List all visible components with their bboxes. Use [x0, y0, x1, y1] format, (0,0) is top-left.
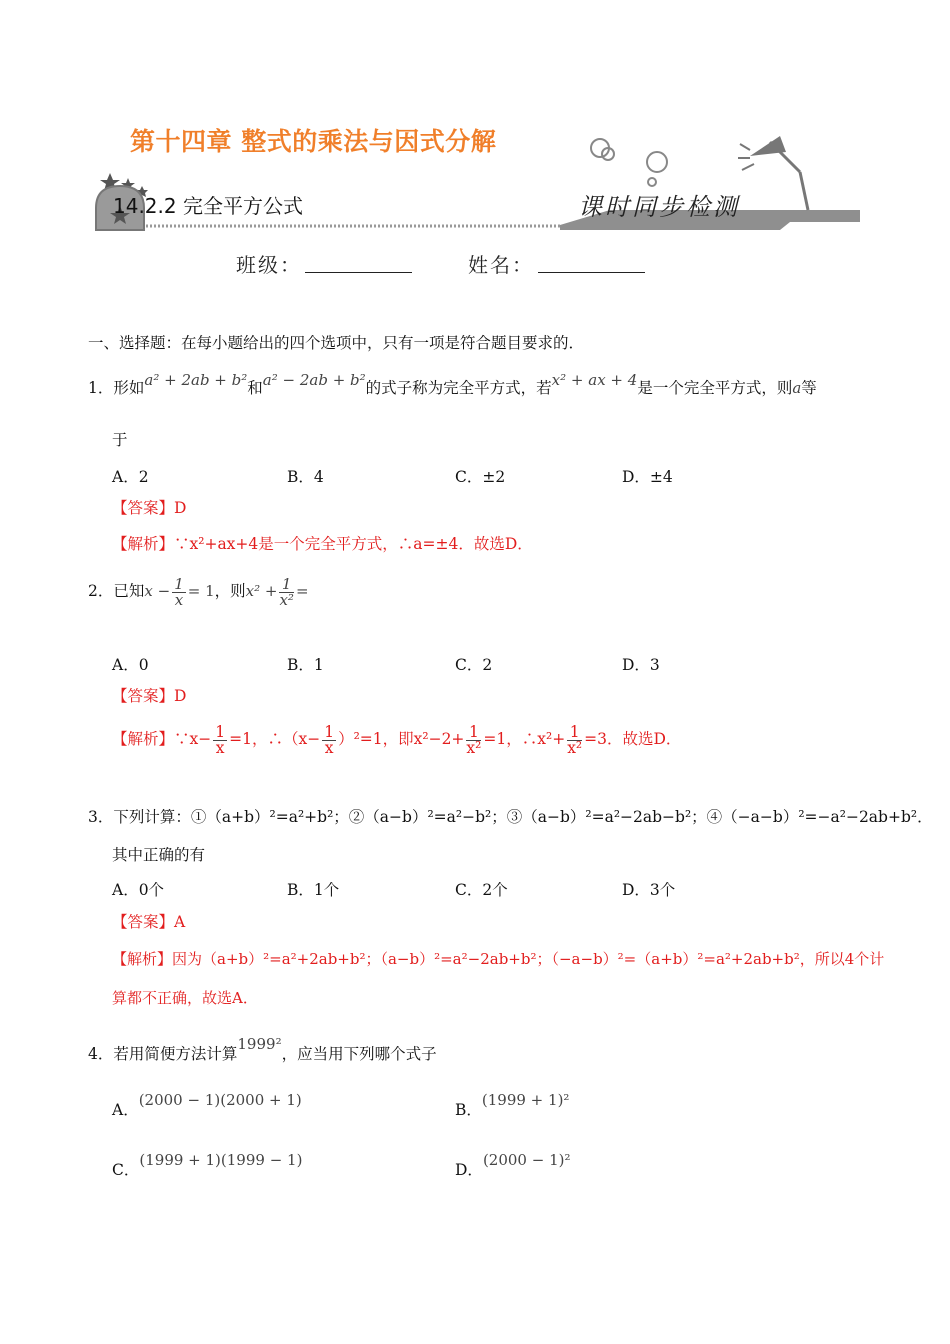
instructions: 一、选择题：在每小题给出的四个选项中，只有一项是符合题目要求的．: [88, 334, 585, 352]
fraction: $\frac{1}{\text{x²}}$: [567, 722, 583, 757]
fraction: $\frac{1}{x}$: [324, 722, 335, 757]
option-a[interactable]: A．2: [112, 468, 149, 486]
section-title: 14.2.2 完全平方公式: [113, 194, 303, 218]
question-number: 1．: [88, 379, 114, 397]
question-3: 3．下列计算：①（a+b）²=a²+b²；②（a−b）²=a²−b²；③（a−b）²=a²−2ab−b²；④（−a−b）²=−a²−2ab+b²．: [88, 808, 933, 826]
bubble-icon: [648, 178, 656, 186]
desk-lamp-icon: [738, 136, 808, 210]
answer: 【答案】D: [112, 499, 187, 517]
banner-label: 课时同步检测: [578, 193, 740, 221]
question-4: 4．若用简便方法计算1999²，应当用下列哪个式子: [88, 1035, 437, 1063]
question-3-continued: 其中正确的有: [112, 846, 206, 864]
question-number: 4．: [88, 1045, 114, 1063]
option-a[interactable]: A．0个: [112, 881, 165, 899]
answer: 【答案】D: [112, 687, 187, 705]
question-number: 3．: [88, 808, 114, 826]
option-c[interactable]: C．2个: [455, 881, 508, 899]
bubble-icon: [647, 152, 667, 172]
analysis: 【解析】因为（a+b）²=a²+2ab+b²；（a−b）²=a²−2ab+b²；（−a−b）²=（a+b）²=a²+2ab+b²，所以4个计: [112, 950, 885, 968]
name-label: 姓名：: [468, 253, 534, 277]
header-banner-graphic: [90, 130, 870, 240]
option-c[interactable]: C．(1999 + 1)(1999 − 1): [112, 1151, 303, 1179]
option-d[interactable]: D．±4: [622, 468, 673, 486]
question-number: 2．: [88, 582, 114, 600]
analysis: 【解析】∵x²+ax+4是一个完全平方式，∴a=±4．故选D．: [112, 535, 533, 553]
question-2: 2．已知x − $\frac{1}{x}$ = 1，则x² + $\frac{1}{\text{x²}}$ =: [88, 574, 309, 609]
option-a[interactable]: A．(2000 − 1)(2000 + 1): [112, 1091, 302, 1119]
fraction: $\frac{1}{x}$: [174, 574, 184, 609]
option-a[interactable]: A．0: [112, 656, 149, 674]
question-1: 1．形如a² + 2ab + b²和a² − 2ab + b²的式子称为完全平方式，若x² + ax + 4是一个完全平方式，则a等: [88, 371, 817, 397]
option-d[interactable]: D．(2000 − 1)²: [455, 1151, 571, 1179]
option-c[interactable]: C．±2: [455, 468, 506, 486]
option-b[interactable]: B．1: [287, 656, 324, 674]
option-b[interactable]: B．1个: [287, 881, 340, 899]
option-d[interactable]: D．3个: [622, 881, 676, 899]
fraction: $\frac{1}{\text{x²}}$: [279, 574, 294, 609]
option-b[interactable]: B．(1999 + 1)²: [455, 1091, 570, 1119]
chapter-title: 第十四章 整式的乘法与因式分解: [130, 127, 497, 156]
class-label: 班级：: [236, 253, 302, 277]
analysis-continued: 算都不正确，故选A．: [112, 989, 258, 1007]
fraction: $\frac{1}{\text{x²}}$: [466, 722, 482, 757]
option-c[interactable]: C．2: [455, 656, 493, 674]
fraction: $\frac{1}{x}$: [215, 722, 226, 757]
name-field[interactable]: [538, 250, 645, 273]
question-1-continued: 于: [112, 431, 128, 449]
option-d[interactable]: D．3: [622, 656, 660, 674]
option-b[interactable]: B．4: [287, 468, 324, 486]
analysis: 【解析】∵x− $\frac{1}{x}$ =1，∴（x− $\frac{1}{x}$ ）²=1，即x²−2+ $\frac{1}{\text{x²}}$ =1，∴x²+ $\frac{1}{\text{x²}}$ =3．故选D．: [112, 722, 682, 757]
class-field[interactable]: [305, 250, 412, 273]
answer: 【答案】A: [112, 913, 186, 931]
